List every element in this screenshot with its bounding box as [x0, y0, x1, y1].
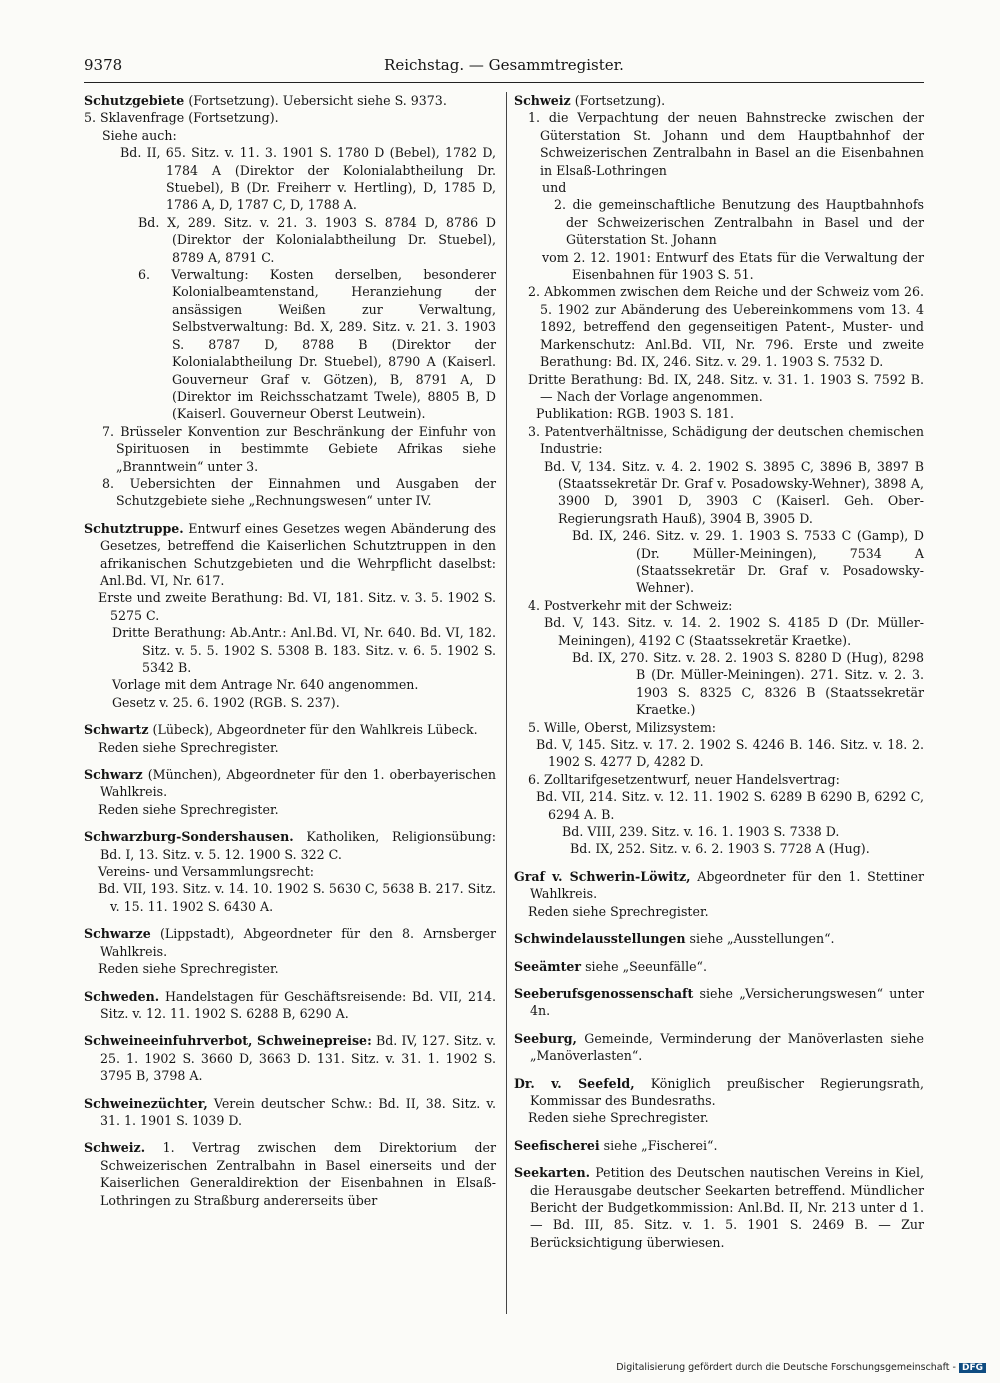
- entry-heading: Schwarzburg-Sondershausen.: [84, 829, 294, 845]
- entry-line: [84, 214, 496, 266]
- entry-text: Bd. VII, 193. Sitz. v. 14. 10. 1902 S. 5630 C, 5638 B. 217. Sitz. v. 15. 11. 1902 S. 6430 A.: [98, 881, 496, 914]
- index-entry: [514, 1137, 924, 1154]
- entry-line: [84, 801, 496, 818]
- index-entry: [514, 930, 924, 947]
- index-entry: [84, 520, 496, 711]
- entry-first-line: [84, 925, 496, 960]
- entry-first-line: [84, 1139, 496, 1209]
- entry-text: (Fortsetzung).: [574, 93, 666, 108]
- index-entry: [514, 985, 924, 1020]
- entry-line: [84, 589, 496, 624]
- index-entry: [514, 1075, 924, 1127]
- entry-first-line: [514, 1075, 924, 1110]
- entry-text: Abgeordneter für den 1. Stettiner Wahlkreis.: [530, 868, 924, 902]
- entry-text: Bd. V, 143. Sitz. v. 14. 2. 1902 S. 4185 D (Dr. Müller-Meiningen), 4192 C (Staatssekretär Kraetke).: [544, 615, 924, 648]
- entry-text: (München), Abgeordneter für den 1. oberbayerischen Wahlkreis.: [100, 767, 496, 800]
- left-column: [84, 92, 496, 1219]
- entry-text: und: [542, 180, 567, 196]
- entry-text: 1. die Verpachtung der neuen Bahnstrecke zwischen der Güterstation St. Johann und dem Hauptbahnhof der Schweizerischen Zentralbahn in Basel an die Eisenbahnen in Elsaß-Lothringen: [528, 110, 924, 178]
- entry-text: Vorlage mit dem Antrage Nr. 640 angenommen.: [112, 677, 419, 693]
- entry-heading: Dr. v. Seefeld,: [514, 1075, 635, 1091]
- entry-line: [84, 423, 496, 475]
- entry-text: Bd. IV, 127. Sitz. v. 25. 1. 1902 S. 3660 D, 3663 D. 131. Sitz. v. 31. 1. 1902 S. 3795 B, 3798 A.: [100, 1033, 496, 1084]
- entry-first-line: [514, 985, 924, 1020]
- index-entry: [84, 925, 496, 977]
- entry-first-line: [84, 721, 496, 738]
- entry-text: Bd. VII, 214. Sitz. v. 12. 11. 1902 S. 6289 B 6290 B, 6292 C, 6294 A. B.: [536, 789, 924, 822]
- entry-line: [84, 960, 496, 977]
- entry-first-line: [514, 930, 924, 947]
- entry-text: Vereins- und Versammlungsrecht:: [98, 864, 314, 880]
- entry-line: [514, 597, 924, 614]
- entry-text: 8. Uebersichten der Einnahmen und Ausgaben der Schutzgebiete siehe „Rechnungswesen“ unter IV.: [102, 475, 496, 509]
- entry-line: [84, 144, 496, 214]
- entry-heading: Seefischerei: [514, 1137, 600, 1153]
- entry-text: 6. Verwaltung: Kosten derselben, besonderer Kolonialbeamtenstand, Heranziehung der ansässigen Weißen zur Verwaltung, Selbstverwaltung: Bd. X, 289. Sitz. v. 21. 3. 1903 S. 8787 D, 8788 B (Direktor der Kolonialabtheilung Dr. Stuebel), 8790 A (Kaiserl. Gouverneur Graf v. Götzen), B, 8791 A, D (Direktor im Reichsschatzamt Twele), 8805 B, D (Kaiserl. Gouverneur Oberst Leutwein).: [138, 267, 496, 422]
- index-entry: [84, 1139, 496, 1209]
- entry-text: Königlich preußischer Regierungsrath, Kommissar des Bundesraths.: [530, 1075, 924, 1108]
- entry-first-line: [514, 1137, 924, 1154]
- entry-text: Bd. V, 134. Sitz. v. 4. 2. 1902 S. 3895 C, 3896 B, 3897 B (Staatssekretär Dr. Graf v. Posadowsky-Wehner), 3898 A, 3900 D, 3901 D, 3903 C (Kaiserl. Geh. Ober-Regierungsrath Hauß), 3904 B, 3905 D.: [544, 458, 924, 526]
- entry-text: Bd. IX, 270. Sitz. v. 28. 2. 1903 S. 8280 D (Hug), 8298 B (Dr. Müller-Meiningen). 271. Sitz. v. 2. 3. 1903 S. 8325 C, 8326 B (Staatssekretär Kraetke.): [572, 650, 924, 718]
- entry-line: [514, 249, 924, 284]
- entry-line: [514, 771, 924, 788]
- index-entry: [514, 1164, 924, 1251]
- entry-line: [514, 719, 924, 736]
- entry-text: Dritte Berathung: Bd. IX, 248. Sitz. v. 31. 1. 1903 S. 7592 B. — Nach der Vorlage angenommen.: [528, 371, 924, 404]
- entry-line: [84, 127, 496, 144]
- entry-heading: Seeämter: [514, 958, 582, 974]
- entry-first-line: [84, 828, 496, 863]
- right-column: [514, 92, 924, 1261]
- entry-text: siehe „Seeunfälle“.: [585, 958, 708, 974]
- entry-first-line: [84, 520, 496, 590]
- entry-text: Bd. IX, 246. Sitz. v. 29. 1. 1903 S. 7533 C (Gamp), D (Dr. Müller-Meiningen), 7534 A (Staatssekretär Dr. Graf v. Posadowsky-Wehner).: [572, 528, 924, 596]
- entry-line: [514, 736, 924, 771]
- entry-line: [514, 458, 924, 528]
- entry-first-line: [514, 1164, 924, 1251]
- index-entry: [84, 1095, 496, 1130]
- header-rule: [84, 82, 924, 83]
- entry-heading: Seeberufsgenossenschaft: [514, 985, 694, 1001]
- entry-line: [514, 1109, 924, 1126]
- entry-text: Bd. VIII, 239. Sitz. v. 16. 1. 1903 S. 7338 D.: [562, 824, 840, 840]
- entry-heading: Schweineeinfuhrverbot, Schweinepreise:: [84, 1033, 372, 1049]
- entry-heading: Schwartz: [84, 722, 149, 738]
- entry-text: siehe „Ausstellungen“.: [689, 931, 835, 947]
- entry-text: Gemeinde, Verminderung der Manöverlasten siehe „Manöverlasten“.: [530, 1030, 924, 1064]
- entry-heading: Schwindelausstellungen: [514, 931, 686, 947]
- entry-line: [514, 649, 924, 719]
- entry-text: Bd. IX, 252. Sitz. v. 6. 2. 1903 S. 7728 A (Hug).: [570, 841, 870, 857]
- entry-line: [84, 109, 496, 126]
- entry-line: [84, 266, 496, 423]
- entry-line: [514, 788, 924, 823]
- entry-first-line: [84, 766, 496, 801]
- entry-text: vom 2. 12. 1901: Entwurf des Etats für die Verwaltung der Eisenbahnen für 1903 S. 51.: [542, 249, 924, 283]
- index-entry: [84, 766, 496, 818]
- entry-line: [84, 624, 496, 676]
- entry-line: [514, 527, 924, 597]
- dfg-logo: DFG: [959, 1363, 986, 1373]
- entry-text: 3. Patentverhältnisse, Schädigung der deutschen chemischen Industrie:: [528, 423, 924, 457]
- page-header: [84, 56, 924, 80]
- index-entry: [84, 828, 496, 915]
- running-title: Reichstag. — Gesammtregister.: [384, 56, 624, 74]
- entry-text: Erste und zweite Berathung: Bd. VI, 181. Sitz. v. 3. 5. 1902 S. 5275 C.: [98, 590, 496, 623]
- entry-line: [514, 405, 924, 422]
- entry-heading: Schweiz: [514, 93, 571, 108]
- index-entry: [514, 1030, 924, 1065]
- index-entry: [84, 1032, 496, 1084]
- index-entry: [514, 868, 924, 920]
- entry-line: [514, 423, 924, 458]
- entry-heading: Seeburg,: [514, 1030, 577, 1046]
- entry-line: [514, 903, 924, 920]
- entry-text: 5. Sklavenfrage (Fortsetzung).: [84, 110, 279, 126]
- column-divider: [506, 92, 507, 1314]
- entry-line: [514, 109, 924, 179]
- entry-first-line: [84, 1032, 496, 1084]
- entry-line: [514, 371, 924, 406]
- entry-text: 2. die gemeinschaftliche Benutzung des Hauptbahnhofs der Schweizerischen Zentralbahn in Basel und der Güterstation St. Johann: [554, 197, 924, 248]
- entry-text: 5. Wille, Oberst, Milizsystem:: [528, 719, 717, 735]
- entry-line: [514, 840, 924, 857]
- index-entry: [514, 92, 924, 858]
- entry-first-line: [514, 1030, 924, 1065]
- entry-text: Publikation: RGB. 1903 S. 181.: [536, 406, 734, 422]
- entry-text: Gesetz v. 25. 6. 1902 (RGB. S. 237).: [112, 694, 340, 710]
- entry-text: Bd. II, 65. Sitz. v. 11. 3. 1901 S. 1780 D (Bebel), 1782 D, 1784 A (Direktor der Kolonialabtheilung Dr. Stuebel), B (Dr. Freiherr v. Hertling), D, 1785 D, 1786 A, D, 1787 C, D, 1788 A.: [120, 145, 496, 213]
- page-number: 9378: [84, 56, 123, 74]
- entry-text: Entwurf eines Gesetzes wegen Abänderung des Gesetzes, betreffend die Kaiserlichen Schutztruppen in den afrikanischen Schutzgebieten und die Wehrpflicht daselbst: Anl.Bd. VI, Nr. 617.: [100, 520, 496, 588]
- entry-text: siehe „Fischerei“.: [603, 1137, 718, 1153]
- entry-heading: Schutztruppe.: [84, 520, 184, 536]
- entry-first-line: [84, 988, 496, 1023]
- entry-text: (Lübeck), Abgeordneter für den Wahlkreis Lübeck.: [152, 722, 478, 738]
- entry-text: Verein deutscher Schw.: Bd. II, 38. Sitz. v. 31. 1. 1901 S. 1039 D.: [100, 1095, 496, 1128]
- entry-text: Reden siehe Sprechregister.: [98, 739, 279, 755]
- entry-heading: Schwarze: [84, 926, 151, 942]
- entry-text: Handelstagen für Geschäftsreisende: Bd. VII, 214. Sitz. v. 12. 11. 1902 S. 6288 B, 6290 A.: [100, 988, 496, 1021]
- entry-first-line: [514, 958, 924, 975]
- entry-text: (Lippstadt), Abgeordneter für den 8. Arnsberger Wahlkreis.: [100, 926, 497, 959]
- entry-text: 6. Zolltarifgesetzentwurf, neuer Handelsvertrag:: [528, 771, 840, 787]
- index-entry: [84, 988, 496, 1023]
- entry-text: (Fortsetzung). Uebersicht siehe S. 9373.: [188, 93, 447, 108]
- entry-first-line: [514, 868, 924, 903]
- entry-line: [514, 823, 924, 840]
- entry-text: Reden siehe Sprechregister.: [528, 903, 709, 919]
- entry-line: [514, 614, 924, 649]
- entry-text: Petition des Deutschen nautischen Vereins in Kiel, die Herausgabe deutscher Seekarten betreffend. Mündlicher Bericht der Budgetkommission: Anl.Bd. II, Nr. 213 unter d 1. — Bd. III, 85. Sitz. v. 1. 5. 1901 S. 2469 B. — Zur Berücksichtigung überwiesen.: [530, 1165, 924, 1250]
- entry-line: [84, 739, 496, 756]
- entry-line: [514, 196, 924, 248]
- entry-text: 2. Abkommen zwischen dem Reiche und der Schweiz vom 26. 5. 1902 zur Abänderung des Uebereinkommens vom 13. 4 1892, betreffend den gegenseitigen Patent-, Muster- und Markenschutz: Anl.Bd. VII, Nr. 796. Erste und zweite Berathung: Bd. IX, 246. Sitz. v. 29. 1. 1903 S. 7532 D.: [528, 284, 924, 370]
- entry-line: [514, 283, 924, 370]
- entry-first-line: [84, 1095, 496, 1130]
- entry-heading: Seekarten.: [514, 1165, 591, 1181]
- entry-text: Dritte Berathung: Ab.Antr.: Anl.Bd. VI, Nr. 640. Bd. VI, 182. Sitz. v. 5. 5. 1902 S. 5308 B. 183. Sitz. v. 6. 5. 1902 S. 5342 B.: [112, 625, 496, 675]
- entry-heading: Schutzgebiete: [84, 93, 185, 108]
- entry-text: 4. Postverkehr mit der Schweiz:: [528, 597, 733, 613]
- entry-line: [514, 179, 924, 196]
- entry-heading: Schweinezüchter,: [84, 1095, 208, 1111]
- entry-text: 1. Vertrag zwischen dem Direktorium der Schweizerischen Zentralbahn in Basel einerseits und der Kaiserlichen Generaldirektion der Eisenbahnen in Elsaß-Lothringen zu Straßburg andererseits über: [100, 1140, 496, 1208]
- index-entry: [84, 721, 496, 756]
- entry-heading: Schweden.: [84, 988, 160, 1004]
- entry-text: Reden siehe Sprechregister.: [98, 801, 279, 817]
- entry-first-line: [514, 92, 924, 109]
- footer: [616, 1362, 986, 1373]
- index-entry: [514, 958, 924, 975]
- entry-text: Bd. V, 145. Sitz. v. 17. 2. 1902 S. 4246 B. 146. Sitz. v. 18. 2. 1902 S. 4277 D, 4282 D.: [536, 737, 924, 770]
- entry-heading: Graf v. Schwerin-Löwitz,: [514, 868, 691, 884]
- entry-text: 7. Brüsseler Konvention zur Beschränkung der Einfuhr von Spirituosen in bestimmte Gebiete Afrikas siehe „Branntwein“ unter 3.: [102, 423, 496, 474]
- entry-text: Reden siehe Sprechregister.: [528, 1110, 709, 1126]
- entry-heading: Schweiz.: [84, 1140, 146, 1156]
- entry-line: [84, 676, 496, 693]
- entry-text: Bd. X, 289. Sitz. v. 21. 3. 1903 S. 8784 D, 8786 D (Direktor der Kolonialabtheilung Dr. Stuebel), 8789 A, 8791 C.: [138, 214, 496, 265]
- index-entry: [84, 92, 496, 510]
- entry-first-line: [84, 92, 496, 109]
- entry-line: [84, 475, 496, 510]
- entry-line: [84, 694, 496, 711]
- entry-text: Reden siehe Sprechregister.: [98, 961, 279, 977]
- entry-line: [84, 880, 496, 915]
- footer-text: Digitalisierung gefördert durch die Deutsche Forschungsgemeinschaft -: [616, 1362, 956, 1373]
- entry-text: Siehe auch:: [102, 127, 177, 143]
- entry-text: siehe „Versicherungswesen“ unter 4n.: [530, 985, 924, 1019]
- entry-heading: Schwarz: [84, 767, 143, 783]
- entry-line: [84, 863, 496, 880]
- entry-text: Katholiken, Religionsübung: Bd. I, 13. Sitz. v. 5. 12. 1900 S. 322 C.: [100, 829, 496, 862]
